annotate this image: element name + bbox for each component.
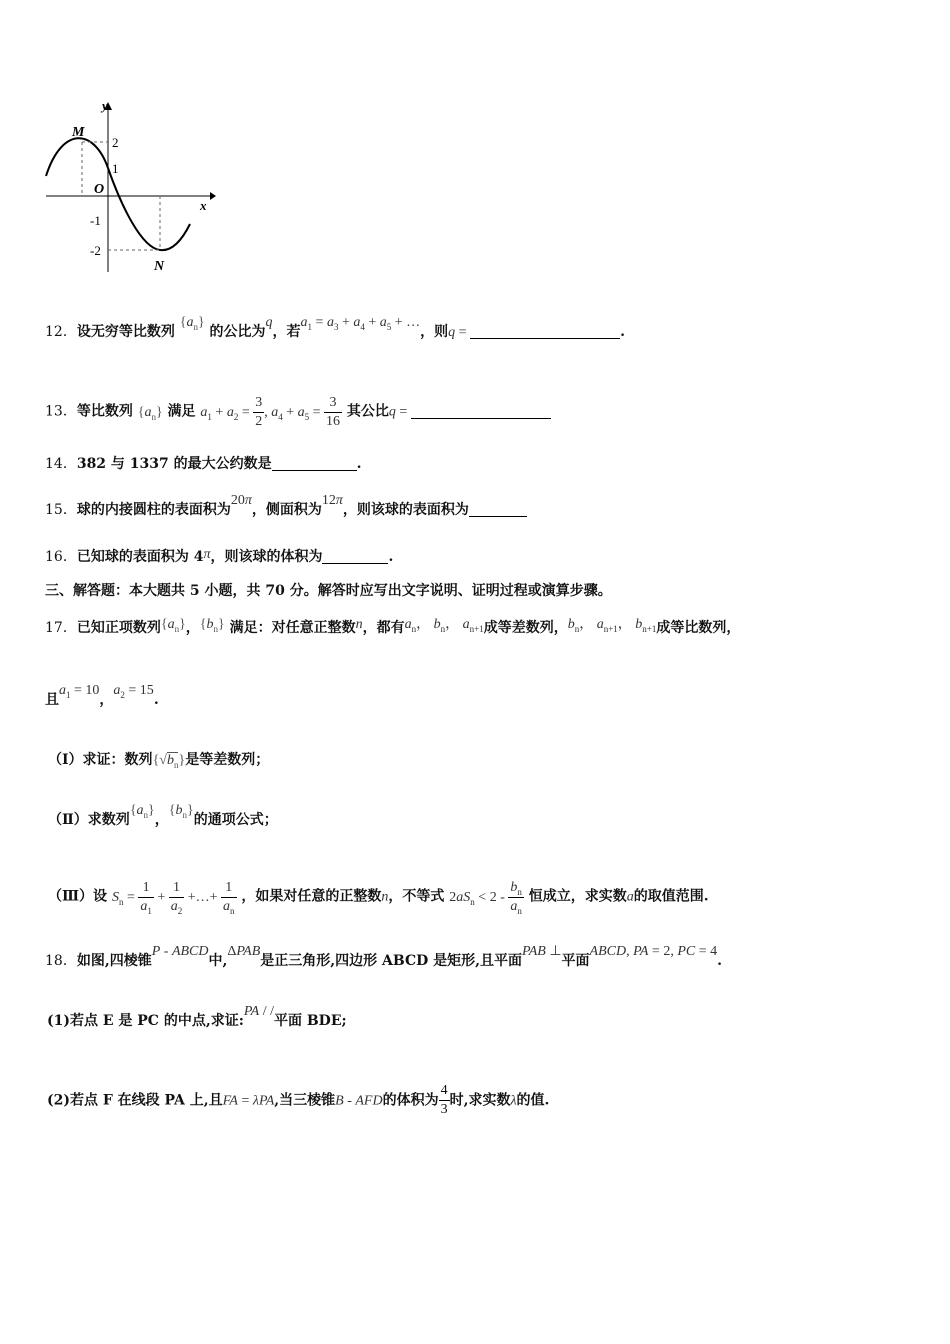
tick-neg1-label: -1 [90, 213, 101, 228]
q18-fa-eq: FA = λPA [222, 1093, 275, 1109]
x-axis-arrow [210, 192, 216, 200]
q17-p1-tail: 是等差数列； [185, 752, 270, 768]
sine-graph [42, 96, 217, 276]
question-number: 18． [45, 953, 77, 969]
q15-lateral-value: 12π [321, 493, 343, 508]
q12-seq-an: $\{a_n\}$ [179, 315, 205, 332]
tick-1-label: 1 [112, 161, 119, 176]
question-number: 17． [45, 620, 77, 636]
q12-answer-blank [470, 324, 620, 339]
section-3-heading [45, 581, 612, 601]
q17-a1-value: $a_1 = 10$ [59, 683, 100, 700]
q12-q-eq: q [448, 325, 456, 340]
q18-text-3: 是正三角形,四边形 ABCD 是矩形,且平面 [260, 953, 522, 969]
q15-answer-blank [469, 502, 527, 517]
q17-seq-bn: $\{b_n\}$ [199, 617, 225, 634]
q17-p2-seq-bn: $\{b_n\}$ [168, 803, 194, 820]
q12-text-4: ，则 [420, 324, 449, 340]
q17-n: n [355, 617, 363, 632]
q15-text-3: ，则该球的表面积为 [342, 502, 469, 518]
q18-part-2 [47, 1082, 549, 1119]
q16-answer-blank [322, 549, 388, 564]
q17-p3-text-1: ，如果对任意的正整数 [241, 888, 382, 905]
sine-curve [46, 138, 190, 250]
q17-p2-seq-an: $\{a_n\}$ [129, 803, 155, 820]
q13-text-3: 其公比 [346, 403, 389, 420]
point-n-label: N [154, 259, 165, 274]
q13-text-1: 等比数列 [76, 403, 133, 420]
q18-p1-label: (1)若点 E 是 PC 的中点,求证: [47, 1013, 244, 1029]
question-15 [45, 493, 527, 521]
q17-p2-label: （Ⅱ）求数列 [48, 812, 130, 828]
q17-text-4: ，都有 [362, 620, 405, 636]
q16-text-2: ，则该球的体积为 [210, 549, 323, 565]
question-number: 12． [45, 324, 77, 340]
q18-p2-text-4: 的值. [516, 1092, 550, 1109]
question-16 [45, 547, 393, 568]
question-13: 13．等比数列 $\{a_n\}$ 满足 $a_1 + a_2$ = $\frac{3}{2}$ , $a_4 + a_5$ = $\frac{3}{16}$ 其公比q = [45, 394, 551, 431]
q17-text-5: 成等差数列， [483, 620, 568, 636]
q12-text-3: ，若 [272, 324, 301, 340]
q18-text-2: 中, [208, 953, 228, 969]
question-12: 12．设无穷等比数列 $\{a_n\}$ 的公比为q，若$a_1 = a_3 + a_4 + a_5$ + …，则q = . [45, 315, 625, 340]
q17-line2-tail: . [153, 692, 159, 708]
q15-area-value: 20π [230, 493, 252, 508]
q17-arith-terms: $a_n$， $b_n$， $a_{n+1}$ [404, 617, 484, 634]
q17-part-2 [48, 803, 278, 831]
q17-p3-text-2: ，不等式 [388, 888, 445, 905]
q17-p3-text-3: 恒成立，求实数 [528, 888, 627, 905]
q14-answer-blank [272, 456, 357, 471]
q17-text-2: ， [185, 620, 200, 636]
q17-a2-value: $a_2 = 15$ [113, 683, 154, 700]
question-number: 15． [45, 502, 77, 518]
q18-pyramid: P - ABCD [151, 944, 209, 959]
q18-p2-label: (2)若点 F 在线段 PA 上,且 [47, 1092, 223, 1109]
point-m-label: M [72, 125, 85, 140]
q17-geo-terms: $b_n$， $a_{n+1}$， $b_{n+1}$ [567, 617, 657, 634]
question-18 [45, 944, 722, 972]
q17-inequality: $2aS_n < 2$ - $\frac{b_n}{a_n}$ [449, 880, 522, 916]
q17-p3-label: （Ⅲ）设 [48, 888, 108, 905]
q17-p3-text-4: 的取值范围. [633, 888, 709, 905]
q12-q-symbol: q [265, 315, 273, 330]
q18-tetra: B - AFD [335, 1093, 383, 1109]
q12-equation: $a_1 = a_3 + a_4 + a_5$ + … [300, 315, 421, 332]
q18-p1-tail: 平面 BDE; [273, 1013, 347, 1029]
question-number: 16． [45, 549, 77, 565]
q18-text-1: 如图,四棱锥 [76, 953, 152, 969]
q18-part-1 [47, 1004, 347, 1032]
q17-initial-conditions: 且$a_1 = 10$，$a_2 = 15$. [45, 683, 159, 708]
y-label: y [102, 98, 108, 113]
q17-p2-mid: ， [154, 812, 169, 828]
q17-text-1: 已知正项数列 [76, 620, 161, 636]
q17-part-1 [48, 750, 269, 771]
q16-text-1: 已知球的表面积为 4 [76, 549, 204, 565]
q18-pa-parallel: PA / / [243, 1004, 274, 1019]
q17-sqrt-bn: $\{√b_n\}$ [152, 753, 186, 770]
question-14 [45, 454, 362, 474]
question-number: 13． [45, 403, 77, 420]
q12-text-2: 的公比为 [209, 324, 266, 340]
question-number: 14． [45, 456, 77, 472]
q16-pi: π [203, 547, 211, 562]
q18-text-4: 平面 [561, 953, 590, 969]
q17-p3-a: a [626, 889, 634, 905]
q17-text-3: 满足：对任意正整数 [229, 620, 356, 636]
q13-answer-blank [411, 404, 551, 419]
q17-sn-definition: $S_n$ = $\frac{1}{a_1}$ + $\frac{1}{a_2}$ +…+ $\frac{1}{a_n}$ [111, 880, 235, 916]
section-3-text: 三、解答题：本大题共 5 小题，共 70 分。解答时应写出文字说明、证明过程或演算步骤。 [45, 583, 612, 599]
q18-plane-pab: PAB ⊥ [521, 944, 562, 959]
q18-tail: . [717, 953, 722, 969]
tick-neg2-label: -2 [90, 243, 101, 258]
x-label: x [200, 198, 207, 213]
q13-text-2: 满足 [167, 403, 196, 420]
q18-conditions: ABCD, PA = 2, PC = 4 [589, 944, 718, 959]
q14-tail: . [356, 456, 362, 472]
q17-seq-an: $\{a_n\}$ [160, 617, 186, 634]
q12-text-1: 设无穷等比数列 [76, 324, 175, 340]
q17-p2-tail: 的通项公式； [193, 812, 278, 828]
q13-q-eq: q [388, 404, 396, 420]
q18-p2-text-1: ,当三棱锥 [274, 1092, 336, 1109]
q17-p1-label: （Ⅰ）求证：数列 [48, 752, 153, 768]
q18-lambda: λ [510, 1093, 517, 1109]
q18-p2-text-3: 时,求实数 [449, 1092, 511, 1109]
q13-seq-an: $\{a_n\}$ [137, 404, 163, 422]
q14-text: 382 与 1337 的最大公约数是 [76, 456, 272, 472]
q16-tail: . [388, 549, 394, 565]
q15-text-2: ，侧面积为 [251, 502, 322, 518]
question-17 [45, 618, 740, 639]
q18-volume-frac: $\frac{4}{3}$ [440, 1083, 448, 1117]
q17-part-3 [48, 879, 709, 916]
q17-p3-n: n [381, 889, 389, 905]
q12-tail: . [620, 324, 625, 340]
origin-label: O [94, 182, 105, 197]
q17-text-6: 成等比数列， [656, 620, 741, 636]
tick-2-label: 2 [112, 135, 119, 150]
q15-text-1: 球的内接圆柱的表面积为 [76, 502, 231, 518]
q13-equation: $a_1 + a_2$ = $\frac{3}{2}$ , $a_4 + a_5$ = $\frac{3}{16}$ [200, 395, 341, 429]
q18-p2-text-2: 的体积为 [382, 1092, 439, 1109]
q18-triangle: ΔPAB [227, 944, 261, 959]
q17-line2-prefix: 且 [45, 692, 59, 708]
